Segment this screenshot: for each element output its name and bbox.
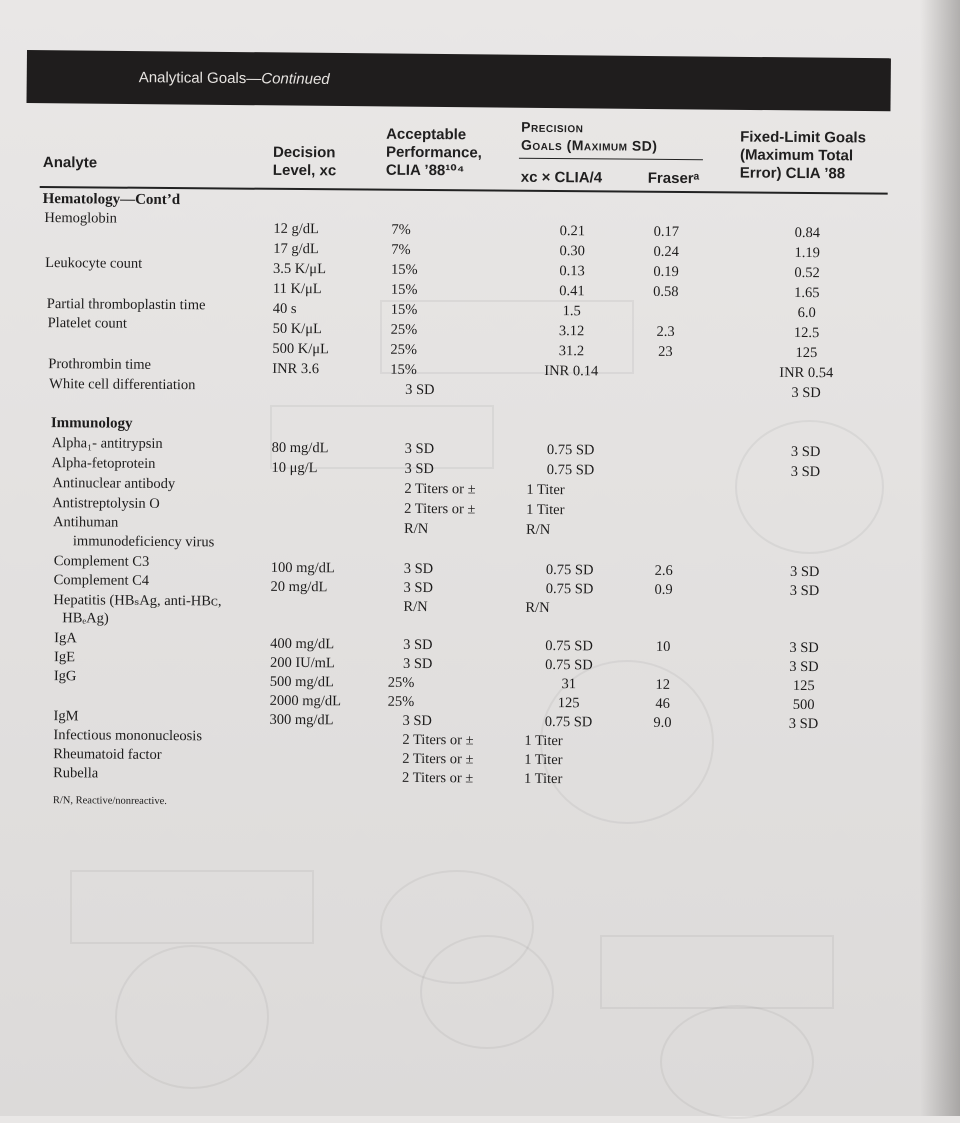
cell-acceptable-performance: 25% [390, 321, 418, 338]
cell-precision-clia: 1 Titer [526, 501, 565, 519]
cell-precision-fraser: 23 [658, 343, 673, 360]
cell-fixed-limit: 12.5 [793, 324, 820, 342]
cell-precision-fraser: 2.3 [656, 323, 675, 340]
cell-decision-level: 100 mg/dL [270, 559, 335, 577]
cell-precision-fraser: 0.58 [653, 283, 679, 301]
cell-decision-level: 50 K/μL [272, 320, 322, 338]
analyte-igm: IgM [53, 708, 79, 725]
cell-precision-clia: 0.75 SD [545, 637, 593, 655]
cell-fixed-limit: 0.52 [794, 264, 820, 282]
cell-precision-fraser: 12 [655, 676, 671, 693]
cell-precision-clia: INR 0.14 [544, 362, 599, 380]
cell-fixed-limit: 3 SD [789, 658, 819, 676]
cell-decision-level: 11 K/μL [272, 280, 322, 298]
table-title: Analytical Goals—Continued [138, 69, 330, 88]
analyte-immunodeficiency-virus: immunodeficiency virus [72, 533, 215, 551]
cell-acceptable-performance: 25% [387, 674, 415, 691]
cell-decision-level: 500 mg/dL [269, 673, 334, 691]
cell-precision-fraser: 2.6 [654, 562, 673, 579]
analyte-hemoglobin: Hemoglobin [44, 210, 118, 227]
cell-decision-level: 17 g/dL [273, 240, 319, 258]
cell-precision-clia: 1.5 [562, 303, 581, 320]
cell-acceptable-performance: 3 SD [402, 655, 433, 673]
cell-fixed-limit: 3 SD [790, 463, 821, 481]
analyte-complement-c4: Complement C4 [53, 572, 150, 589]
cell-precision-clia: 0.30 [559, 243, 585, 260]
cell-precision-clia: 0.75 SD [544, 713, 593, 731]
cell-fixed-limit: 0.84 [794, 224, 821, 242]
cell-precision-clia: R/N [525, 599, 550, 617]
cell-precision-clia: 0.13 [559, 263, 585, 280]
cell-precision-clia: 0.21 [559, 223, 586, 240]
cell-precision-clia: 0.75 SD [545, 580, 594, 598]
analyte-wbc-differentiation: White cell differentiation [49, 376, 196, 394]
cell-acceptable-performance: 2 Titers or ± [402, 731, 474, 749]
analyte-prothrombin-time: Prothrombin time [48, 356, 152, 373]
cell-precision-clia: 0.75 SD [546, 441, 595, 459]
cell-fixed-limit: 125 [795, 344, 818, 362]
cell-precision-clia: 1 Titer [524, 751, 563, 769]
analyte-igg: IgG [53, 668, 77, 685]
cell-precision-clia: 0.75 SD [546, 461, 595, 479]
cell-fixed-limit: 125 [792, 677, 815, 695]
cell-precision-clia: 0.75 SD [545, 656, 593, 674]
cell-acceptable-performance: 25% [390, 341, 418, 358]
cell-decision-level: 40 s [272, 300, 297, 318]
cell-precision-clia: 3.12 [558, 323, 585, 340]
cell-acceptable-performance: 3 SD [403, 636, 433, 654]
cell-decision-level: 80 mg/dL [271, 439, 329, 457]
precision-group-rule [519, 158, 703, 160]
cell-fixed-limit: 3 SD [788, 715, 819, 733]
cell-fixed-limit: 3 SD [789, 563, 820, 581]
col-header-precision-goals: Precision Goals (Maximum SD) [520, 118, 658, 154]
cell-fixed-limit: 3 SD [791, 384, 821, 402]
cell-precision-fraser: 46 [655, 695, 670, 712]
cell-acceptable-performance: 3 SD [402, 712, 433, 730]
cell-acceptable-performance: 15% [390, 281, 418, 298]
cell-acceptable-performance: 15% [390, 361, 417, 378]
cell-precision-fraser: 9.0 [653, 714, 672, 731]
cell-decision-level: INR 3.6 [272, 360, 320, 378]
cell-fixed-limit: 3 SD [790, 443, 821, 461]
cell-acceptable-performance: R/N [403, 520, 429, 538]
cell-precision-clia: R/N [525, 521, 551, 539]
cell-decision-level: 20 mg/dL [270, 578, 328, 596]
col-header-fraser: Fraserᵃ [647, 169, 700, 188]
analyte-alpha-fetoprotein: Alpha-fetoprotein [51, 455, 156, 472]
col-header-analyte: Analyte [42, 154, 98, 172]
analyte-hepatitis: Hepatitis (HBₛAg, anti-HBᴄ, [53, 592, 222, 610]
cell-fixed-limit: 1.19 [794, 244, 820, 262]
cell-acceptable-performance: 25% [387, 693, 415, 710]
cell-decision-level: 12 g/dL [273, 220, 319, 238]
cell-precision-clia: 1 Titer [524, 770, 563, 788]
analyte-ptt: Partial thromboplastin time [46, 296, 206, 314]
section-immunology: Immunology [50, 415, 133, 432]
cell-decision-level: 300 mg/dL [269, 711, 334, 729]
analyte-complement-c3: Complement C3 [53, 553, 150, 570]
analyte-antistreptolysin-o: Antistreptolysin O [52, 495, 160, 512]
cell-acceptable-performance: 15% [390, 301, 418, 318]
cell-acceptable-performance: R/N [403, 598, 428, 616]
cell-decision-level: 400 mg/dL [270, 635, 335, 653]
cell-decision-level: 200 IU/mL [269, 654, 335, 672]
analyte-platelet-count: Platelet count [47, 315, 128, 332]
cell-decision-level: 3.5 K/μL [273, 260, 327, 278]
page-edge-shadow [920, 0, 960, 1116]
cell-precision-clia: 0.41 [559, 283, 585, 300]
cell-fixed-limit: 1.65 [794, 284, 820, 302]
cell-precision-fraser: 0.17 [653, 223, 680, 241]
analyte-antinuclear-antibody: Antinuclear antibody [52, 475, 176, 493]
cell-fixed-limit: INR 0.54 [779, 364, 834, 382]
cell-acceptable-performance: 3 SD [403, 579, 434, 597]
analyte-infectious-mononucleosis: Infectious mononucleosis [53, 727, 203, 745]
analyte-rubella: Rubella [53, 765, 99, 782]
analyte-antihuman: Antihuman [53, 514, 119, 531]
cell-precision-fraser: 0.19 [653, 263, 679, 281]
cell-acceptable-performance: 3 SD [403, 560, 434, 578]
cell-acceptable-performance: 7% [391, 241, 411, 258]
cell-precision-clia: 1 Titer [524, 732, 563, 750]
analyte-alpha1-antitrypsin: Alpha₁- antitrypsin [51, 435, 163, 452]
section-hematology: Hematology—Cont’d [42, 191, 181, 209]
col-header-acceptable-performance: Acceptable Performance, CLIA ’88¹⁰⁴ [385, 125, 482, 180]
cell-precision-clia: 125 [557, 695, 580, 712]
analyte-ige: IgE [53, 649, 76, 666]
cell-fixed-limit: 6.0 [797, 304, 816, 322]
cell-acceptable-performance: 15% [391, 261, 418, 278]
footnote: R/N, Reactive/nonreactive. [52, 795, 167, 808]
cell-precision-clia: 1 Titer [526, 481, 565, 499]
cell-decision-level: 10 μg/L [271, 459, 318, 477]
cell-decision-level: 500 K/μL [272, 340, 330, 358]
col-header-fixed-limit: Fixed-Limit Goals (Maximum Total Error) CLIA ’88 [739, 128, 867, 183]
cell-acceptable-performance: 2 Titers or ± [402, 750, 474, 768]
cell-decision-level: 2000 mg/dL [269, 692, 342, 710]
cell-precision-fraser: 0.9 [654, 581, 673, 598]
cell-precision-clia: 0.75 SD [545, 561, 594, 579]
cell-acceptable-performance: 2 Titers or ± [404, 480, 476, 498]
cell-precision-fraser: 0.24 [653, 243, 679, 261]
cell-precision-clia: 31 [561, 676, 577, 693]
cell-precision-clia: 31.2 [558, 343, 585, 360]
col-header-precision-clia: xᴄ × CLIA/4 [520, 168, 603, 187]
cell-acceptable-performance: 2 Titers or ± [404, 500, 476, 518]
cell-fixed-limit: 3 SD [789, 639, 819, 657]
cell-acceptable-performance: 2 Titers or ± [402, 769, 474, 787]
cell-fixed-limit: 3 SD [789, 582, 820, 600]
cell-acceptable-performance: 7% [391, 221, 411, 238]
cell-acceptable-performance: 3 SD [404, 440, 435, 458]
cell-acceptable-performance: 3 SD [404, 460, 434, 478]
col-header-decision-level: Decision Level, xᴄ [272, 143, 337, 180]
cell-precision-fraser: 10 [655, 638, 671, 655]
analyte-iga: IgA [54, 630, 77, 647]
cell-fixed-limit: 500 [792, 696, 815, 714]
cell-acceptable-performance: 3 SD [405, 381, 435, 399]
analyte-rheumatoid-factor: Rheumatoid factor [53, 746, 162, 763]
analyte-hepatitis-cont: HBₑAg) [62, 610, 109, 627]
analyte-leukocyte-count: Leukocyte count [45, 255, 143, 272]
